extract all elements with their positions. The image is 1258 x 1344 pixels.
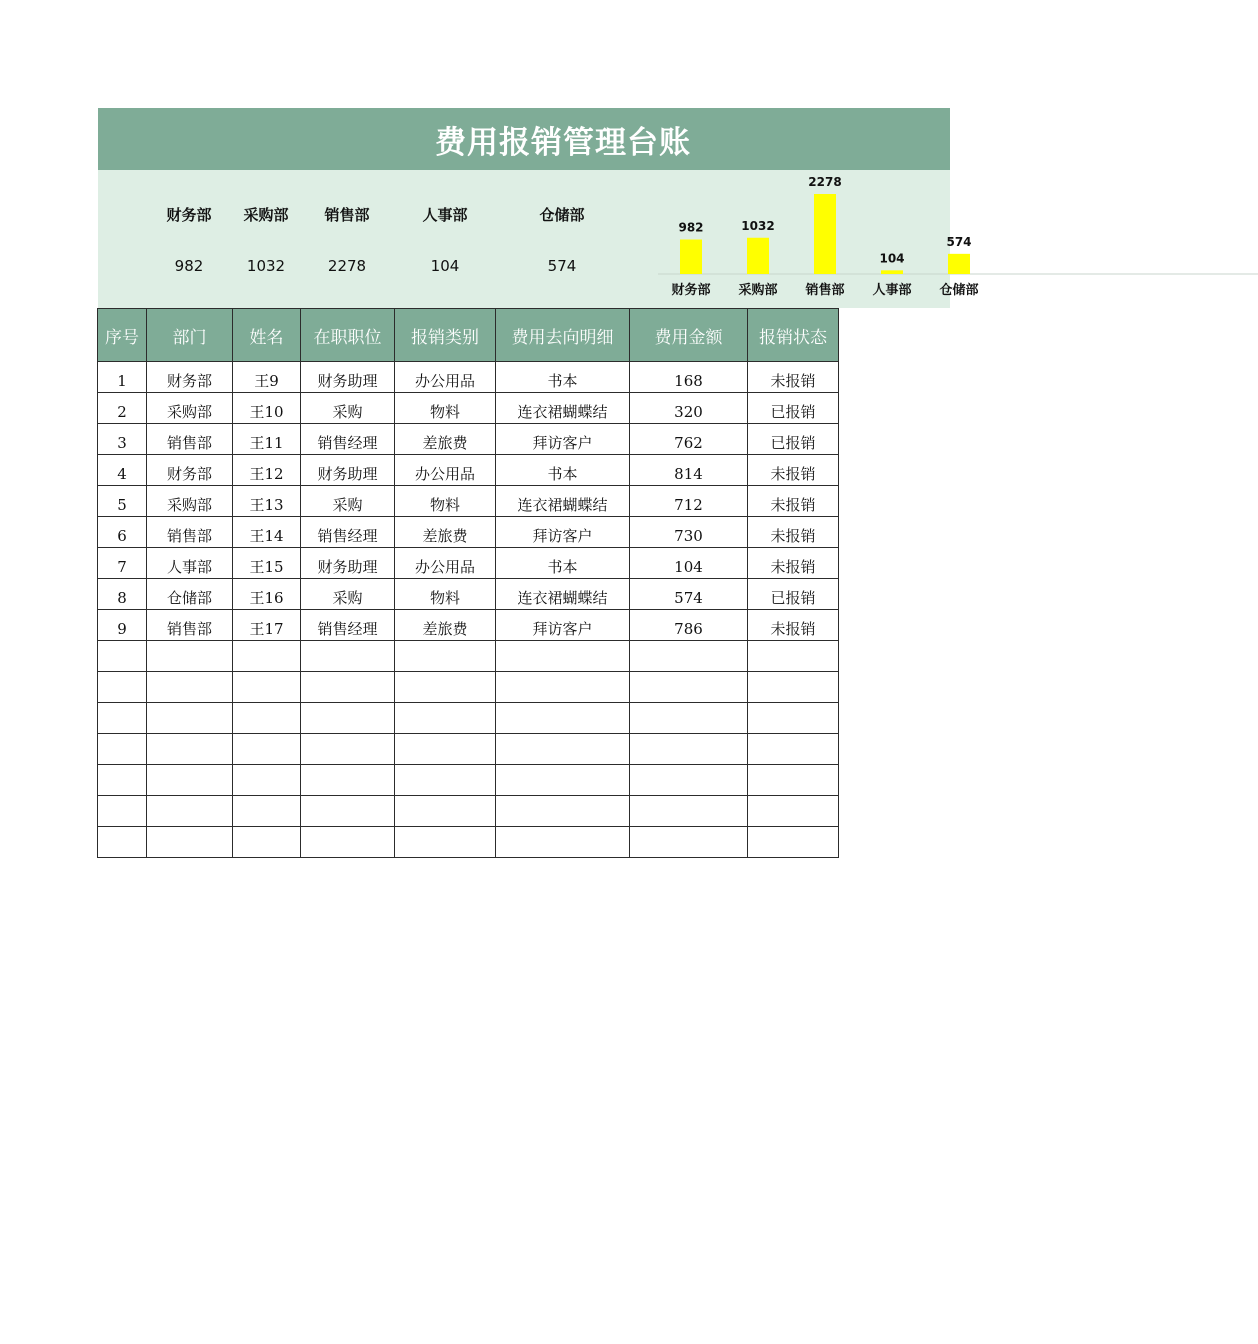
header-amount: 费用金额 — [630, 309, 748, 362]
cell-amount[interactable]: 104 — [630, 548, 748, 579]
cell-amount[interactable]: 168 — [630, 362, 748, 393]
cell-detail[interactable]: 拜访客户 — [496, 424, 630, 455]
cell-detail[interactable]: 书本 — [496, 455, 630, 486]
cell-position[interactable]: 财务助理 — [301, 455, 395, 486]
cell-name[interactable] — [233, 827, 301, 858]
summary-label-purchasing: 采购部 — [243, 206, 289, 224]
cell-department[interactable] — [147, 765, 233, 796]
cell-detail[interactable] — [496, 765, 630, 796]
cell-amount[interactable]: 712 — [630, 486, 748, 517]
cell-name[interactable] — [233, 672, 301, 703]
header-category: 报销类别 — [395, 309, 496, 362]
cell-detail[interactable]: 拜访客户 — [496, 610, 630, 641]
cell-position[interactable]: 销售经理 — [301, 517, 395, 548]
cell-category[interactable] — [395, 734, 496, 765]
cell-category[interactable]: 办公用品 — [395, 548, 496, 579]
cell-department[interactable]: 销售部 — [147, 424, 233, 455]
cell-status[interactable]: 未报销 — [748, 517, 839, 548]
cell-name[interactable] — [233, 734, 301, 765]
cell-position[interactable] — [301, 827, 395, 858]
chart-bar — [948, 254, 970, 274]
cell-department[interactable]: 财务部 — [147, 362, 233, 393]
cell-category[interactable] — [395, 765, 496, 796]
cell-detail[interactable]: 书本 — [496, 362, 630, 393]
cell-category[interactable]: 物料 — [395, 393, 496, 424]
cell-department[interactable] — [147, 641, 233, 672]
table-row — [98, 610, 839, 641]
table-header-row — [98, 309, 839, 362]
cell-amount[interactable]: 320 — [630, 393, 748, 424]
chart-data-label: 574 — [946, 234, 972, 249]
cell-name[interactable]: 王13 — [233, 486, 301, 517]
chart-data-label: 104 — [879, 251, 905, 266]
cell-detail[interactable]: 拜访客户 — [496, 517, 630, 548]
cell-name[interactable] — [233, 703, 301, 734]
cell-category[interactable]: 物料 — [395, 579, 496, 610]
cell-status[interactable]: 未报销 — [748, 548, 839, 579]
cell-detail[interactable] — [496, 734, 630, 765]
cell-position[interactable]: 采购 — [301, 486, 395, 517]
cell-position[interactable]: 销售经理 — [301, 424, 395, 455]
summary-label-sales: 销售部 — [324, 206, 370, 224]
cell-name[interactable]: 王16 — [233, 579, 301, 610]
chart-data-label: 2278 — [808, 175, 842, 189]
header-index: 序号 — [98, 309, 147, 362]
table-row — [98, 455, 839, 486]
cell-status[interactable]: 已报销 — [748, 393, 839, 424]
cell-category[interactable]: 差旅费 — [395, 610, 496, 641]
cell-status[interactable] — [748, 641, 839, 672]
cell-status[interactable] — [748, 827, 839, 858]
cell-index[interactable] — [98, 672, 147, 703]
chart-category-label: 采购部 — [738, 283, 778, 298]
cell-department[interactable] — [147, 796, 233, 827]
cell-position[interactable]: 财务助理 — [301, 548, 395, 579]
cell-name[interactable]: 王12 — [233, 455, 301, 486]
department-bar-chart — [658, 170, 979, 308]
cell-detail[interactable] — [496, 641, 630, 672]
cell-status[interactable]: 未报销 — [748, 610, 839, 641]
cell-amount[interactable] — [630, 703, 748, 734]
header-name: 姓名 — [233, 309, 301, 362]
department-summary — [98, 170, 979, 308]
chart-data-label: 982 — [678, 220, 704, 235]
title-bar — [98, 108, 950, 170]
cell-status[interactable]: 未报销 — [748, 455, 839, 486]
cell-index[interactable]: 3 — [98, 424, 147, 455]
cell-amount[interactable]: 574 — [630, 579, 748, 610]
expense-table — [97, 308, 839, 858]
cell-status[interactable]: 已报销 — [748, 579, 839, 610]
cell-department[interactable]: 销售部 — [147, 517, 233, 548]
cell-status[interactable] — [748, 703, 839, 734]
summary-label-warehouse: 仓储部 — [539, 206, 585, 224]
cell-index[interactable] — [98, 734, 147, 765]
cell-detail[interactable] — [496, 703, 630, 734]
cell-index[interactable] — [98, 641, 147, 672]
table-row — [98, 734, 839, 765]
cell-name[interactable] — [233, 796, 301, 827]
cell-department[interactable]: 采购部 — [147, 486, 233, 517]
summary-value-warehouse: 574 — [547, 257, 577, 275]
summary-value-hr: 104 — [430, 257, 460, 275]
cell-category[interactable] — [395, 672, 496, 703]
cell-category[interactable]: 差旅费 — [395, 517, 496, 548]
header-detail: 费用去向明细 — [496, 309, 630, 362]
cell-status[interactable]: 已报销 — [748, 424, 839, 455]
cell-name[interactable]: 王14 — [233, 517, 301, 548]
cell-amount[interactable]: 786 — [630, 610, 748, 641]
cell-status[interactable]: 未报销 — [748, 486, 839, 517]
cell-status[interactable] — [748, 734, 839, 765]
chart-bar — [881, 270, 903, 274]
cell-index[interactable]: 1 — [98, 362, 147, 393]
cell-category[interactable] — [395, 703, 496, 734]
cell-index[interactable]: 2 — [98, 393, 147, 424]
cell-detail[interactable]: 连衣裙蝴蝶结 — [496, 393, 630, 424]
cell-department[interactable]: 销售部 — [147, 610, 233, 641]
cell-index[interactable]: 9 — [98, 610, 147, 641]
cell-amount[interactable]: 814 — [630, 455, 748, 486]
cell-amount[interactable] — [630, 672, 748, 703]
table-row — [98, 796, 839, 827]
cell-name[interactable] — [233, 765, 301, 796]
table-row — [98, 672, 839, 703]
chart-data-label: 1032 — [741, 218, 775, 233]
cell-department[interactable]: 人事部 — [147, 548, 233, 579]
cell-department[interactable] — [147, 827, 233, 858]
cell-status[interactable] — [748, 765, 839, 796]
chart-bar — [680, 240, 702, 274]
table-row — [98, 765, 839, 796]
cell-detail[interactable]: 连衣裙蝴蝶结 — [496, 579, 630, 610]
cell-department[interactable]: 财务部 — [147, 455, 233, 486]
chart-category-label: 销售部 — [805, 283, 845, 298]
table-row — [98, 827, 839, 858]
cell-amount[interactable] — [630, 796, 748, 827]
cell-category[interactable] — [395, 827, 496, 858]
cell-name[interactable]: 王9 — [233, 362, 301, 393]
cell-category[interactable]: 差旅费 — [395, 424, 496, 455]
table-row — [98, 393, 839, 424]
cell-category[interactable]: 办公用品 — [395, 362, 496, 393]
cell-index[interactable]: 5 — [98, 486, 147, 517]
table-row — [98, 362, 839, 393]
page-title: 费用报销管理台账 — [435, 124, 691, 161]
cell-detail[interactable]: 连衣裙蝴蝶结 — [496, 486, 630, 517]
cell-detail[interactable] — [496, 672, 630, 703]
table-row — [98, 641, 839, 672]
cell-category[interactable]: 物料 — [395, 486, 496, 517]
summary-value-sales: 2278 — [327, 257, 367, 275]
cell-status[interactable] — [748, 796, 839, 827]
summary-value-purchasing: 1032 — [246, 257, 286, 275]
cell-position[interactable] — [301, 703, 395, 734]
cell-index[interactable]: 8 — [98, 579, 147, 610]
cell-category[interactable]: 办公用品 — [395, 455, 496, 486]
cell-department[interactable] — [147, 703, 233, 734]
cell-index[interactable]: 4 — [98, 455, 147, 486]
cell-position[interactable]: 采购 — [301, 579, 395, 610]
chart-category-label: 仓储部 — [939, 283, 979, 298]
table-row — [98, 517, 839, 548]
cell-position[interactable] — [301, 672, 395, 703]
chart-bar — [814, 194, 836, 274]
cell-name[interactable]: 王17 — [233, 610, 301, 641]
cell-amount[interactable] — [630, 827, 748, 858]
header-position: 在职职位 — [301, 309, 395, 362]
cell-amount[interactable] — [630, 734, 748, 765]
table-row — [98, 486, 839, 517]
cell-position[interactable] — [301, 734, 395, 765]
cell-name[interactable]: 王15 — [233, 548, 301, 579]
cell-category[interactable] — [395, 796, 496, 827]
summary-value-finance: 982 — [174, 257, 204, 275]
cell-amount[interactable] — [630, 641, 748, 672]
summary-label-finance: 财务部 — [166, 206, 212, 224]
cell-position[interactable] — [301, 641, 395, 672]
table-row — [98, 579, 839, 610]
cell-index[interactable] — [98, 703, 147, 734]
cell-position[interactable]: 采购 — [301, 393, 395, 424]
header-status: 报销状态 — [748, 309, 839, 362]
cell-detail[interactable] — [496, 796, 630, 827]
cell-amount[interactable]: 730 — [630, 517, 748, 548]
cell-name[interactable]: 王10 — [233, 393, 301, 424]
chart-bar — [747, 238, 769, 274]
cell-index[interactable] — [98, 827, 147, 858]
chart-category-label: 人事部 — [872, 283, 912, 298]
cell-detail[interactable] — [496, 827, 630, 858]
table-row — [98, 424, 839, 455]
summary-label-hr: 人事部 — [422, 206, 468, 224]
cell-index[interactable]: 7 — [98, 548, 147, 579]
chart-svg — [658, 170, 1258, 308]
cell-status[interactable]: 未报销 — [748, 362, 839, 393]
cell-department[interactable]: 仓储部 — [147, 579, 233, 610]
cell-name[interactable]: 王11 — [233, 424, 301, 455]
cell-position[interactable]: 财务助理 — [301, 362, 395, 393]
table-row — [98, 703, 839, 734]
cell-position[interactable] — [301, 765, 395, 796]
cell-department[interactable]: 采购部 — [147, 393, 233, 424]
cell-department[interactable] — [147, 672, 233, 703]
cell-category[interactable] — [395, 641, 496, 672]
header-department: 部门 — [147, 309, 233, 362]
cell-index[interactable] — [98, 796, 147, 827]
table-row — [98, 548, 839, 579]
cell-index[interactable] — [98, 765, 147, 796]
cell-department[interactable] — [147, 734, 233, 765]
cell-position[interactable] — [301, 796, 395, 827]
cell-position[interactable]: 销售经理 — [301, 610, 395, 641]
cell-detail[interactable]: 书本 — [496, 548, 630, 579]
cell-name[interactable] — [233, 641, 301, 672]
chart-category-label: 财务部 — [671, 283, 711, 298]
cell-amount[interactable] — [630, 765, 748, 796]
cell-index[interactable]: 6 — [98, 517, 147, 548]
cell-amount[interactable]: 762 — [630, 424, 748, 455]
cell-status[interactable] — [748, 672, 839, 703]
